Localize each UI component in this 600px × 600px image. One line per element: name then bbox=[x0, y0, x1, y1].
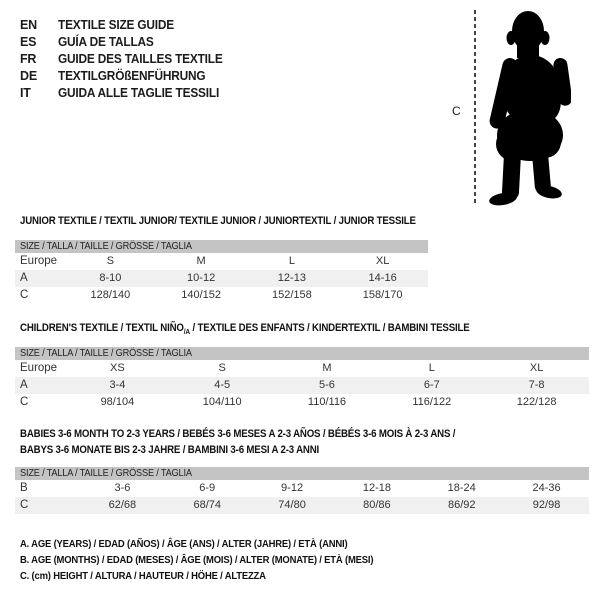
language-code: ES bbox=[20, 35, 37, 49]
table-row bbox=[15, 480, 589, 497]
language-row bbox=[20, 85, 231, 102]
size-cell: 92/98 bbox=[504, 497, 589, 514]
language-title: TEXTILE SIZE GUIDE bbox=[58, 18, 175, 32]
size-table-section bbox=[15, 215, 428, 304]
language-code: EN bbox=[20, 18, 37, 32]
table-title bbox=[20, 215, 428, 228]
size-cell: 8-10 bbox=[65, 270, 156, 287]
size-header-label: SIZE / TALLA / TAILLE / GRÖSSE / TAGLIA bbox=[20, 348, 192, 359]
size-cell: 4-5 bbox=[170, 377, 275, 394]
size-header-cell bbox=[15, 240, 428, 253]
language-title: TEXTILGRÖßENFÜHRUNG bbox=[58, 69, 206, 83]
language-list bbox=[20, 17, 231, 102]
size-cell: 12-18 bbox=[362, 482, 391, 494]
table-title-text: / TEXTILE DES ENFANTS / KINDERTEXTIL / BAMBINI TESSILE bbox=[190, 322, 470, 334]
language-row bbox=[20, 34, 231, 51]
size-cell: M bbox=[322, 362, 332, 374]
footnote: C. (cm) HEIGHT / ALTURA / HAUTEUR / HÖHE / ALTEZZA bbox=[20, 570, 266, 582]
row-label: A bbox=[15, 377, 65, 394]
size-table-section bbox=[15, 426, 589, 514]
size-cell: 140/152 bbox=[181, 289, 221, 301]
language-row bbox=[20, 17, 231, 34]
row-label: C bbox=[20, 289, 29, 301]
row-label: C bbox=[15, 497, 80, 514]
size-cell: 24-36 bbox=[532, 482, 561, 494]
language-row bbox=[20, 51, 231, 68]
size-table bbox=[15, 467, 589, 514]
table-title-line bbox=[20, 442, 521, 458]
table-row bbox=[15, 287, 428, 304]
footnotes bbox=[20, 536, 413, 584]
size-cell: XS bbox=[110, 362, 125, 374]
size-header-cell bbox=[15, 467, 589, 480]
size-cell: 6-7 bbox=[379, 377, 484, 394]
size-cell: 104/110 bbox=[202, 396, 242, 408]
size-cell: 86/92 bbox=[419, 497, 504, 514]
table-row bbox=[15, 497, 589, 514]
size-cell: 10-12 bbox=[156, 270, 247, 287]
row-label: B bbox=[20, 482, 28, 494]
size-cell: 9-12 bbox=[281, 482, 304, 494]
size-cell: 18-24 bbox=[447, 482, 476, 494]
size-cell: XL bbox=[529, 362, 544, 374]
size-cell: 3-6 bbox=[114, 482, 131, 494]
size-table bbox=[15, 240, 428, 304]
size-cell: 98/104 bbox=[100, 396, 135, 408]
table-head bbox=[15, 347, 589, 360]
size-table-section bbox=[15, 322, 589, 411]
table-title-line bbox=[20, 215, 416, 228]
table-body bbox=[15, 253, 428, 304]
size-cell: 80/86 bbox=[334, 497, 419, 514]
table-title-text: JUNIOR TEXTILE / TEXTIL JUNIOR/ TEXTILE JUNIOR / JUNIORTEXTIL / JUNIOR TESSILE bbox=[20, 215, 416, 227]
size-header-cell bbox=[15, 347, 589, 360]
table-title-text: CHILDREN'S TEXTILE / TEXTIL NIÑO bbox=[20, 322, 184, 334]
language-code: IT bbox=[20, 86, 31, 100]
table-row bbox=[15, 377, 589, 394]
table-title bbox=[20, 322, 589, 335]
table-title bbox=[20, 426, 589, 458]
size-cell: 128/140 bbox=[90, 289, 131, 301]
size-cell: 158/170 bbox=[362, 289, 403, 301]
table-row bbox=[15, 394, 589, 411]
language-title: GUIDE DES TAILLES TEXTILE bbox=[58, 52, 223, 66]
table-title-line bbox=[20, 322, 521, 338]
size-cell: 3-4 bbox=[65, 377, 170, 394]
table-row bbox=[15, 253, 428, 270]
size-cell: S bbox=[218, 362, 226, 374]
size-cell: XL bbox=[375, 255, 390, 267]
size-table bbox=[15, 347, 589, 411]
table-title-text: BABIES 3-6 MONTH TO 2-3 YEARS / BEBÉS 3-6 MESES A 2-3 AÑOS / BÉBÉS 3-6 MOIS À 2-3 ANS / bbox=[20, 428, 456, 440]
size-cell: 116/122 bbox=[412, 396, 452, 408]
height-dashed-line bbox=[474, 10, 476, 206]
table-title-text: /A bbox=[183, 327, 191, 336]
table-row bbox=[15, 270, 428, 287]
size-cell: 110/116 bbox=[307, 396, 347, 408]
table-title-line bbox=[20, 426, 521, 442]
table-body bbox=[15, 360, 589, 411]
size-cell: M bbox=[196, 255, 206, 267]
footnote: B. AGE (MONTHS) / EDAD (MESES) / ÂGE (MOIS) / ALTER (MONATE) / ETÀ (MESI) bbox=[20, 554, 374, 566]
table-head bbox=[15, 240, 428, 253]
size-cell: 62/68 bbox=[80, 497, 165, 514]
size-header-label: SIZE / TALLA / TAILLE / GRÖSSE / TAGLIA bbox=[20, 468, 192, 479]
language-title: GUÍA DE TALLAS bbox=[58, 35, 154, 49]
size-cell: 122/128 bbox=[516, 396, 557, 408]
language-title: GUIDA ALLE TAGLIE TESSILI bbox=[58, 86, 220, 100]
table-head bbox=[15, 467, 589, 480]
toddler-silhouette-icon bbox=[481, 8, 571, 208]
size-cell: 68/74 bbox=[165, 497, 250, 514]
size-cell: 12-13 bbox=[247, 270, 338, 287]
row-label: A bbox=[15, 270, 65, 287]
size-cell: 5-6 bbox=[275, 377, 380, 394]
size-cell: 14-16 bbox=[337, 270, 428, 287]
size-header-bar bbox=[15, 467, 589, 480]
size-cell: 152/158 bbox=[271, 289, 312, 301]
row-label: Europe bbox=[20, 362, 58, 374]
table-row bbox=[15, 360, 589, 377]
table-title-text: BABYS 3-6 MONATE BIS 2-3 JAHRE / BAMBINI 3-6 MESI A 2-3 ANNI bbox=[20, 444, 320, 456]
size-header-label: SIZE / TALLA / TAILLE / GRÖSSE / TAGLIA bbox=[20, 241, 192, 252]
size-header-bar bbox=[15, 240, 428, 253]
size-cell: S bbox=[106, 255, 115, 267]
size-cell: L bbox=[288, 255, 295, 267]
size-cell: 7-8 bbox=[484, 377, 589, 394]
size-header-bar bbox=[15, 347, 589, 360]
height-measure-label: C bbox=[452, 104, 461, 118]
size-cell: 74/80 bbox=[250, 497, 335, 514]
size-cell: 6-9 bbox=[199, 482, 216, 494]
size-cell: L bbox=[428, 362, 435, 374]
table-body bbox=[15, 480, 589, 514]
language-code: DE bbox=[20, 69, 37, 83]
row-label: C bbox=[20, 396, 29, 408]
language-code: FR bbox=[20, 52, 37, 66]
footnote: A. AGE (YEARS) / EDAD (AÑOS) / ÂGE (ANS) / ALTER (JAHRE) / ETÀ (ANNI) bbox=[20, 538, 348, 550]
language-row bbox=[20, 68, 231, 85]
row-label: Europe bbox=[20, 255, 58, 267]
